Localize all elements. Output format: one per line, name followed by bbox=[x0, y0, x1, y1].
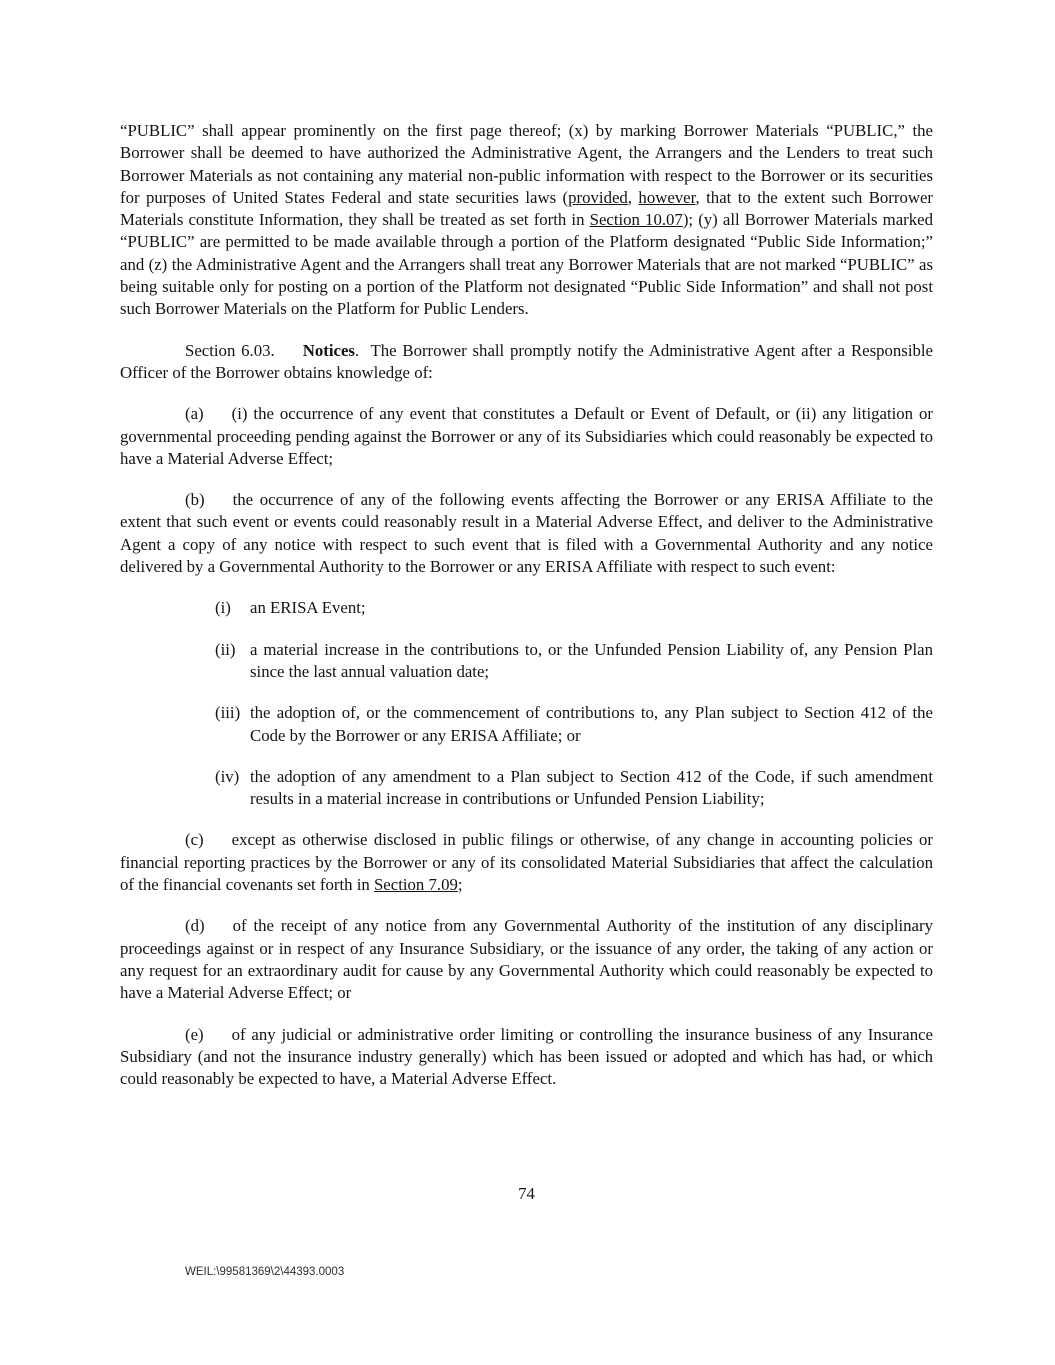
text-run: the adoption of, or the commencement of contributions to, any Plan subject to Section 412 of the Code by the Borrower or any ERISA Affiliate; or bbox=[250, 703, 933, 745]
paragraph-item-b-ii bbox=[215, 639, 933, 684]
paragraph-item-b-iii bbox=[215, 702, 933, 747]
text-run: of the receipt of any notice from any Governmental Authority of the institution of any disciplinary proceedings against or in respect of any Insurance Subsidiary, or the issuance of any order, the taking of any action or any request for an extraordinary audit for cause by any Governmental Authority which could reasonably be expected to have a Material Adverse Effect; or bbox=[120, 916, 933, 1003]
term-provided: provided bbox=[568, 187, 628, 207]
paragraph-item-d bbox=[120, 915, 933, 1004]
cross-reference-section-7-09: Section 7.09 bbox=[373, 875, 458, 895]
paragraph-item-a bbox=[120, 403, 933, 470]
list-marker: (ii) bbox=[215, 639, 236, 659]
text-run: the adoption of any amendment to a Plan subject to Section 412 of the Code, if such amendment results in a material increase in contributions or Unfunded Pension Liability; bbox=[250, 766, 933, 809]
list-marker-b: (b) bbox=[185, 490, 205, 510]
document-body bbox=[120, 120, 933, 1109]
paragraph-item-c bbox=[120, 829, 933, 896]
paragraph-section-6-03-notices bbox=[120, 340, 933, 385]
paragraph-item-e bbox=[120, 1024, 933, 1091]
paragraph-item-b-i bbox=[215, 597, 933, 619]
list-marker-a: (a) bbox=[185, 404, 204, 424]
list-marker-e: (e) bbox=[185, 1024, 204, 1044]
text-run: , bbox=[627, 187, 639, 207]
term-however: however bbox=[638, 187, 696, 207]
text-run: “PUBLIC” shall appear prominently on the first page thereof; (x) by marking Borrower Materials “PUBLIC,” the Borrower shall be deemed to have authorized the Administrative Agent, the Arrangers and the Lenders to treat such Borrower Materials as not containing any material non-public information with respect to the Borrower or its securities for purposes of United States Federal and state securities laws ( bbox=[120, 121, 933, 207]
paragraph-public-materials bbox=[120, 120, 933, 321]
paragraph-item-b bbox=[120, 489, 933, 578]
text-run: except as otherwise disclosed in public filings or otherwise, of any change in accounting policies or financial reporting practices by the Borrower or any of its consolidated Material Subsidiaries that affect the calculation of the financial covenants set forth in bbox=[120, 830, 933, 895]
section-heading: Notices bbox=[302, 340, 355, 360]
text-run: the occurrence of any of the following events affecting the Borrower or any ERISA Affiliate to the extent that such event or events could reasonably result in a Material Adverse Effect, and deliver to the Administrative Agent a copy of any notice with respect to such event that is filed with a Governmental Authority and any notice delivered by a Governmental Authority to the Borrower or any ERISA Affiliate with respect to such event: bbox=[120, 490, 933, 577]
paragraph-item-b-iv bbox=[215, 766, 933, 811]
section-number: Section 6.03. bbox=[185, 340, 275, 360]
document-footer-id: WEIL:\99581369\2\44393.0003 bbox=[185, 1266, 345, 1278]
text-run: a material increase in the contributions to, or the Unfunded Pension Liability of, any Pension Plan since the last annual valuation date; bbox=[250, 639, 933, 681]
cross-reference-section-10-07: Section 10.07 bbox=[589, 210, 683, 230]
text-run: an ERISA Event; bbox=[250, 598, 366, 618]
text-run: ); (y) all Borrower Materials marked “PUBLIC” are permitted to be made available through a portion of the Platform designated “Public Side Information;” and (z) the Administrative Agent and the Arrangers shall treat any Borrower Materials that are not marked “PUBLIC” as being suitable only for posting on a portion of the Platform not designated “Public Side Information” and shall not post such Borrower Materials on the Platform for Public Lenders. bbox=[120, 210, 933, 319]
list-marker: (iii) bbox=[215, 703, 241, 723]
list-marker: (iv) bbox=[215, 766, 240, 786]
text-run: (i) the occurrence of any event that constitutes a Default or Event of Default, or (ii) any litigation or governmental proceeding pending against the Borrower or any of its Subsidiaries which could reasonably be expected to have a Material Adverse Effect; bbox=[120, 404, 933, 468]
list-marker-d: (d) bbox=[185, 916, 205, 936]
text-run: , that to the extent such Borrower Materials constitute Information, they shall be treated as set forth in bbox=[120, 187, 934, 230]
page-number: 74 bbox=[518, 1184, 535, 1203]
text-run: . The Borrower shall promptly notify the Administrative Agent after a Responsible Officer of the Borrower obtains knowledge of: bbox=[120, 340, 934, 382]
list-marker-c: (c) bbox=[185, 830, 204, 850]
text-run: of any judicial or administrative order limiting or controlling the insurance business of any Insurance Subsidiary (and not the insurance industry generally) which has been issued or adopted and which has had, or which could reasonably be expected to have, a Material Adverse Effect. bbox=[120, 1024, 933, 1089]
list-marker: (i) bbox=[215, 598, 231, 618]
text-run: ; bbox=[457, 875, 463, 895]
